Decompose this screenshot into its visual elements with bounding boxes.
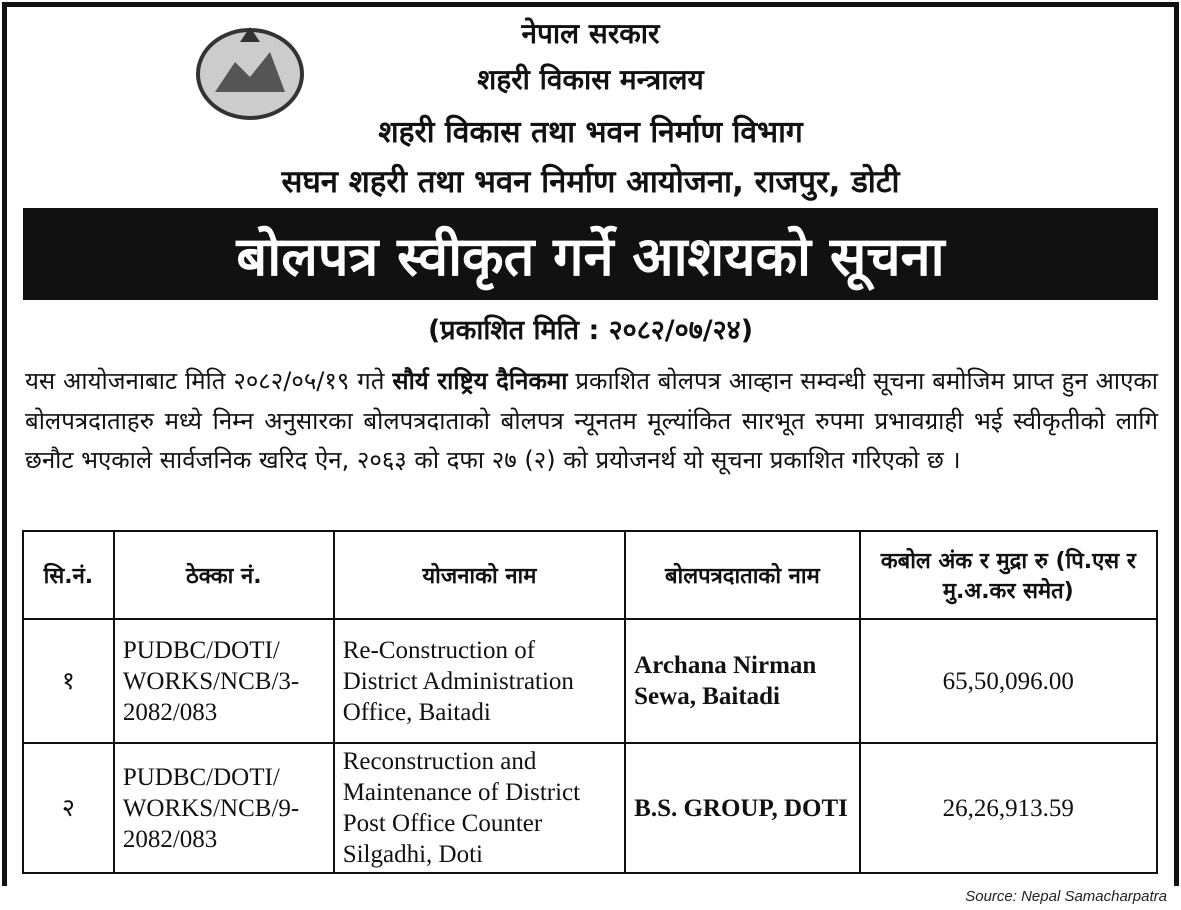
bid-table bbox=[22, 530, 1158, 874]
notice-title: बोलपत्र स्वीकृत गर्ने आशयको सूचना bbox=[23, 208, 1158, 300]
col-bid-amount: कबोल अंक र मुद्रा रु (पि.एस र मु.अ.कर समेत) bbox=[860, 531, 1157, 619]
project-name: Re-Construction of District Administration Office, Baitadi bbox=[334, 619, 625, 743]
bid-amount: 26,26,913.59 bbox=[860, 743, 1157, 873]
project-name: Reconstruction and Maintenance of District Post Office Counter Silgadhi, Doti bbox=[334, 743, 625, 873]
header-department: शहरी विकास तथा भवन निर्माण विभाग bbox=[378, 115, 803, 150]
source-credit: Source: Nepal Samacharpatra bbox=[965, 888, 1167, 905]
table-header-row bbox=[23, 531, 1157, 619]
contract-no: PUDBC/DOTI/ WORKS/NCB/9- 2082/083 bbox=[114, 743, 334, 873]
bidder-name: B.S. GROUP, DOTI bbox=[625, 743, 859, 873]
published-date: (प्रकाशित मिति : २०८२/०७/२४) bbox=[427, 315, 754, 346]
serial: २ bbox=[23, 743, 114, 873]
header-ministry: शहरी विकास मन्त्रालय bbox=[477, 63, 704, 96]
notice-body bbox=[25, 362, 1158, 481]
col-contract-no: ठेक्का नं. bbox=[114, 531, 334, 619]
newspaper-name: सौर्य राष्ट्रिय दैनिकमा bbox=[392, 367, 568, 395]
header-government: नेपाल सरकार bbox=[521, 17, 660, 50]
body-text: यस आयोजनाबाट मिति २०८२/०५/१९ गते bbox=[25, 367, 393, 395]
contract-no: PUDBC/DOTI/ WORKS/NCB/3- 2082/083 bbox=[114, 619, 334, 743]
table-row bbox=[23, 743, 1157, 873]
bidder-name: Archana Nirman Sewa, Baitadi bbox=[625, 619, 859, 743]
col-project-name: योजनाको नाम bbox=[334, 531, 625, 619]
body-text: प्रकाशित बोलपत्र आव्हान सम्वन्धी सूचना बमोजिम प्राप्त हुन आएका बोलपत्रदाताहरु मध्ये निम्न अनुसारका बोलपत्रदाताको बोलपत्र न्यूनतम मूल्यांकित सारभूत रुपमा प्रभावग्राही भई स्वीकृतीको लागि छनौट भएकाले सार्वजनिक खरिद ऐन, २०६३ को दफा २७ (२) को प्रयोजनर्थ यो सूचना प्रकाशित गरिएको छ । bbox=[25, 367, 1159, 474]
header-project-office: सघन शहरी तथा भवन निर्माण आयोजना, राजपुर, डोटी bbox=[281, 164, 900, 200]
bid-amount: 65,50,096.00 bbox=[860, 619, 1157, 743]
serial: १ bbox=[23, 619, 114, 743]
col-serial: सि.नं. bbox=[23, 531, 114, 619]
table-row bbox=[23, 619, 1157, 743]
col-bidder-name: बोलपत्रदाताको नाम bbox=[625, 531, 859, 619]
